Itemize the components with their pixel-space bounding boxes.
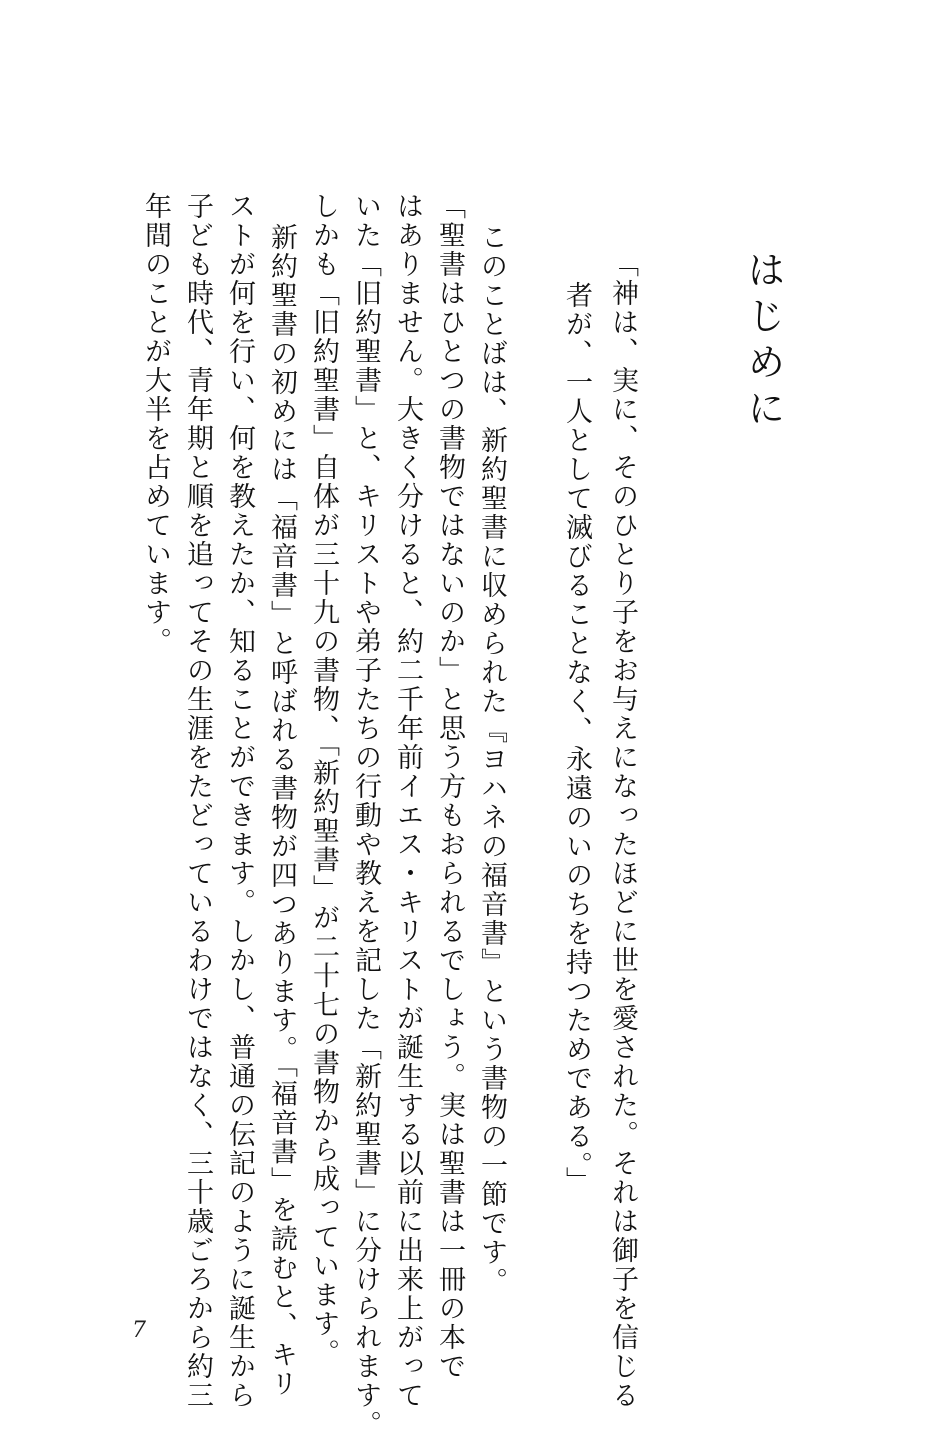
body-line: 年間のことが大半を占めています。 — [140, 192, 171, 656]
body-line: はありません。大きく分けると、約二千年前イエス・キリストが誕生する以前に出来上がって — [392, 192, 423, 1410]
body-text — [100, 192, 512, 1439]
body-line: いた「旧約聖書」と、キリストや弟子たちの行動や教えを記した「新約聖書」に分けられます。 — [350, 192, 381, 1439]
chapter-title: はじめに — [741, 250, 785, 434]
body-line: 新約聖書の初めには「福音書」と呼ばれる書物が四つあります。「福音書」を読むと、キリ — [266, 223, 297, 1399]
body-line: 子ども時代、青年期と順を追ってその生涯をたどっているわけではなく、三十歳ごろから約三 — [182, 192, 213, 1410]
body-line: 「聖書はひとつの書物ではないのか」と思う方もおられるでしょう。実は聖書は一冊の本で — [434, 192, 465, 1381]
epigraph-line: 者が、一人として滅びることなく、永遠のいのちを持つためである。」 — [561, 281, 592, 1196]
epigraph-quote — [555, 250, 645, 1410]
body-line: しかも「旧約聖書」自体が三十九の書物、「新約聖書」が二十七の書物から成っています。 — [308, 192, 339, 1368]
body-line: このことばは、新約聖書に収められた『ヨハネの福音書』という書物の一節です。 — [476, 223, 507, 1296]
epigraph-line: 「神は、実に、そのひとり子をお与えになったほどに世を愛された。それは御子を信じる — [607, 250, 638, 1410]
body-line: ストが何を行い、何を教えたか、知ることができます。しかし、普通の伝記のように誕生から — [224, 192, 255, 1410]
page-number: 7 — [132, 1318, 146, 1343]
